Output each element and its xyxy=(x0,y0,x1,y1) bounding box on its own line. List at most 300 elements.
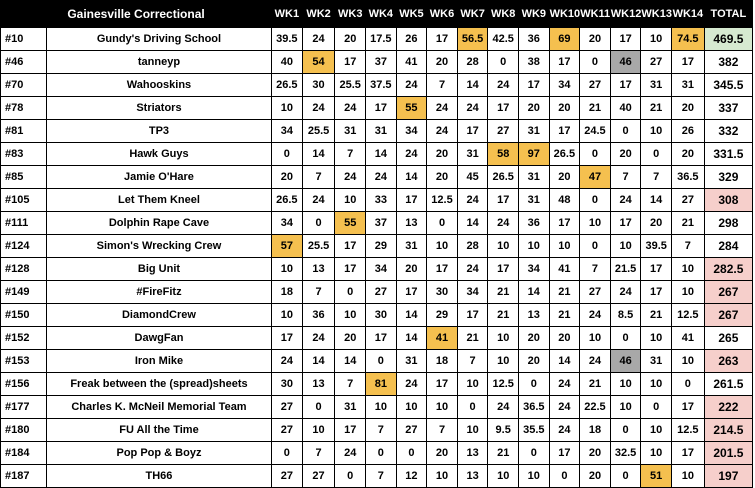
week-score-cell: 10 xyxy=(641,373,672,396)
table-row xyxy=(1,212,753,235)
team-name-cell: Gundy's Driving School xyxy=(46,28,271,51)
week-score-cell: 12.5 xyxy=(671,419,704,442)
week-score-cell: 34 xyxy=(272,212,303,235)
week-score-cell: 18 xyxy=(580,419,611,442)
week-score-cell: 7 xyxy=(302,166,335,189)
week-score-cell: 37 xyxy=(366,212,397,235)
week-score-cell: 0 xyxy=(457,396,488,419)
week-score-cell: 0 xyxy=(580,51,611,74)
week-score-cell: 31 xyxy=(641,74,672,97)
week-score-cell: 10 xyxy=(396,396,427,419)
week-score-cell: 41 xyxy=(427,327,458,350)
week-score-cell: 10 xyxy=(580,212,611,235)
week-score-cell: 17 xyxy=(427,373,458,396)
week-score-cell: 0 xyxy=(641,396,672,419)
week-score-cell: 17 xyxy=(549,120,580,143)
rank-cell: #187 xyxy=(1,465,47,488)
team-name-cell: tanneyp xyxy=(46,51,271,74)
week-score-cell: 74.5 xyxy=(671,28,704,51)
week-score-cell: 20 xyxy=(335,327,366,350)
week-score-cell: 20 xyxy=(519,327,550,350)
total-score-cell: 267 xyxy=(704,304,752,327)
week-score-cell: 24 xyxy=(302,97,335,120)
week-score-cell: 17 xyxy=(610,28,641,51)
team-name-cell: Charles K. McNeil Memorial Team xyxy=(46,396,271,419)
week-score-cell: 10 xyxy=(488,465,519,488)
week-score-cell: 24 xyxy=(335,442,366,465)
week-score-cell: 25.5 xyxy=(302,120,335,143)
week-score-cell: 10 xyxy=(302,419,335,442)
week-score-cell: 7 xyxy=(427,74,458,97)
rank-cell: #85 xyxy=(1,166,47,189)
week-score-cell: 24 xyxy=(580,350,611,373)
week-score-cell: 37 xyxy=(366,51,397,74)
week-score-cell: 10 xyxy=(457,419,488,442)
week-score-cell: 17 xyxy=(671,396,704,419)
week-score-cell: 81 xyxy=(366,373,397,396)
table-row xyxy=(1,327,753,350)
header-wk6: WK6 xyxy=(427,1,458,28)
week-score-cell: 24 xyxy=(549,419,580,442)
week-score-cell: 24 xyxy=(335,166,366,189)
team-name-cell: Pop Pop & Boyz xyxy=(46,442,271,465)
week-score-cell: 27 xyxy=(302,465,335,488)
week-score-cell: 21 xyxy=(580,97,611,120)
week-score-cell: 0 xyxy=(580,235,611,258)
week-score-cell: 17 xyxy=(366,97,397,120)
rank-cell: #81 xyxy=(1,120,47,143)
week-score-cell: 8.5 xyxy=(610,304,641,327)
total-score-cell: 332 xyxy=(704,120,752,143)
week-score-cell: 26.5 xyxy=(549,143,580,166)
week-score-cell: 7 xyxy=(335,373,366,396)
week-score-cell: 13 xyxy=(396,212,427,235)
week-score-cell: 20 xyxy=(580,465,611,488)
team-name-cell: Iron Mike xyxy=(46,350,271,373)
week-score-cell: 25.5 xyxy=(335,74,366,97)
week-score-cell: 21 xyxy=(457,327,488,350)
week-score-cell: 56.5 xyxy=(457,28,488,51)
week-score-cell: 24 xyxy=(549,396,580,419)
week-score-cell: 27 xyxy=(396,419,427,442)
week-score-cell: 31 xyxy=(396,235,427,258)
rank-cell: #83 xyxy=(1,143,47,166)
week-score-cell: 0 xyxy=(302,212,335,235)
week-score-cell: 10 xyxy=(488,235,519,258)
week-score-cell: 0 xyxy=(427,212,458,235)
header-wk4: WK4 xyxy=(366,1,397,28)
week-score-cell: 20 xyxy=(272,166,303,189)
rank-cell: #149 xyxy=(1,281,47,304)
week-score-cell: 36 xyxy=(302,304,335,327)
week-score-cell: 10 xyxy=(641,120,672,143)
week-score-cell: 20 xyxy=(671,143,704,166)
week-score-cell: 24 xyxy=(396,74,427,97)
week-score-cell: 14 xyxy=(519,281,550,304)
table-row xyxy=(1,281,753,304)
week-score-cell: 7 xyxy=(457,350,488,373)
rank-cell: #128 xyxy=(1,258,47,281)
table-row xyxy=(1,189,753,212)
week-score-cell: 34 xyxy=(549,74,580,97)
table-row xyxy=(1,235,753,258)
week-score-cell: 17 xyxy=(549,442,580,465)
week-score-cell: 10 xyxy=(610,396,641,419)
week-score-cell: 14 xyxy=(302,143,335,166)
total-score-cell: 282.5 xyxy=(704,258,752,281)
week-score-cell: 14 xyxy=(366,143,397,166)
week-score-cell: 27 xyxy=(671,189,704,212)
table-row xyxy=(1,51,753,74)
header-wk8: WK8 xyxy=(488,1,519,28)
week-score-cell: 51 xyxy=(641,465,672,488)
week-score-cell: 14 xyxy=(549,350,580,373)
week-score-cell: 17 xyxy=(610,74,641,97)
week-score-cell: 21 xyxy=(488,281,519,304)
week-score-cell: 25.5 xyxy=(302,235,335,258)
week-score-cell: 24 xyxy=(457,189,488,212)
week-score-cell: 20 xyxy=(641,212,672,235)
rank-cell: #150 xyxy=(1,304,47,327)
week-score-cell: 36 xyxy=(519,212,550,235)
week-score-cell: 17 xyxy=(335,419,366,442)
week-score-cell: 30 xyxy=(427,281,458,304)
week-score-cell: 34 xyxy=(457,281,488,304)
week-score-cell: 17 xyxy=(335,235,366,258)
week-score-cell: 31 xyxy=(519,120,550,143)
team-name-cell: Wahooskins xyxy=(46,74,271,97)
week-score-cell: 46 xyxy=(610,51,641,74)
total-score-cell: 261.5 xyxy=(704,373,752,396)
week-score-cell: 0 xyxy=(335,465,366,488)
header-wk13: WK13 xyxy=(641,1,672,28)
week-score-cell: 14 xyxy=(302,350,335,373)
table-row xyxy=(1,28,753,51)
week-score-cell: 97 xyxy=(519,143,550,166)
week-score-cell: 9.5 xyxy=(488,419,519,442)
team-name-cell: Big Unit xyxy=(46,258,271,281)
week-score-cell: 20 xyxy=(610,143,641,166)
team-name-cell: DawgFan xyxy=(46,327,271,350)
week-score-cell: 31 xyxy=(641,350,672,373)
week-score-cell: 31 xyxy=(671,74,704,97)
table-row xyxy=(1,442,753,465)
week-score-cell: 17 xyxy=(488,189,519,212)
team-name-cell: Dolphin Rape Cave xyxy=(46,212,271,235)
week-score-cell: 0 xyxy=(396,442,427,465)
week-score-cell: 24.5 xyxy=(580,120,611,143)
week-score-cell: 55 xyxy=(335,212,366,235)
week-score-cell: 13 xyxy=(302,373,335,396)
week-score-cell: 0 xyxy=(335,281,366,304)
week-score-cell: 36.5 xyxy=(671,166,704,189)
week-score-cell: 10 xyxy=(671,258,704,281)
total-score-cell: 298 xyxy=(704,212,752,235)
week-score-cell: 30 xyxy=(272,373,303,396)
week-score-cell: 13 xyxy=(457,442,488,465)
week-score-cell: 24 xyxy=(610,189,641,212)
week-score-cell: 0 xyxy=(580,143,611,166)
week-score-cell: 13 xyxy=(302,258,335,281)
week-score-cell: 28 xyxy=(457,51,488,74)
week-score-cell: 20 xyxy=(427,51,458,74)
week-score-cell: 17 xyxy=(272,327,303,350)
week-score-cell: 10 xyxy=(272,97,303,120)
week-score-cell: 17 xyxy=(519,74,550,97)
total-score-cell: 222 xyxy=(704,396,752,419)
rank-cell: #111 xyxy=(1,212,47,235)
table-title: Gainesville Correctional xyxy=(1,1,272,28)
week-score-cell: 21 xyxy=(549,304,580,327)
week-score-cell: 10 xyxy=(610,235,641,258)
week-score-cell: 40 xyxy=(272,51,303,74)
week-score-cell: 7 xyxy=(641,166,672,189)
week-score-cell: 40 xyxy=(610,97,641,120)
week-score-cell: 0 xyxy=(580,189,611,212)
total-score-cell: 308 xyxy=(704,189,752,212)
week-score-cell: 0 xyxy=(610,419,641,442)
week-score-cell: 31 xyxy=(335,120,366,143)
week-score-cell: 0 xyxy=(610,120,641,143)
week-score-cell: 24 xyxy=(488,212,519,235)
week-score-cell: 27 xyxy=(488,120,519,143)
week-score-cell: 20 xyxy=(519,350,550,373)
week-score-cell: 10 xyxy=(335,189,366,212)
week-score-cell: 17 xyxy=(366,327,397,350)
week-score-cell: 17 xyxy=(641,281,672,304)
week-score-cell: 17 xyxy=(610,212,641,235)
header-wk10: WK10 xyxy=(549,1,580,28)
table-row xyxy=(1,258,753,281)
week-score-cell: 35.5 xyxy=(519,419,550,442)
week-score-cell: 20 xyxy=(427,143,458,166)
week-score-cell: 20 xyxy=(549,97,580,120)
week-score-cell: 0 xyxy=(641,143,672,166)
table-row xyxy=(1,166,753,189)
week-score-cell: 20 xyxy=(519,97,550,120)
week-score-cell: 46 xyxy=(610,350,641,373)
week-score-cell: 26.5 xyxy=(488,166,519,189)
team-name-cell: Jamie O'Hare xyxy=(46,166,271,189)
week-score-cell: 24 xyxy=(396,373,427,396)
week-score-cell: 10 xyxy=(671,281,704,304)
week-score-cell: 7 xyxy=(366,419,397,442)
total-score-cell: 329 xyxy=(704,166,752,189)
total-score-cell: 265 xyxy=(704,327,752,350)
table-row xyxy=(1,97,753,120)
week-score-cell: 20 xyxy=(580,28,611,51)
week-score-cell: 26 xyxy=(671,120,704,143)
week-score-cell: 10 xyxy=(641,28,672,51)
week-score-cell: 20 xyxy=(335,28,366,51)
week-score-cell: 14 xyxy=(396,327,427,350)
week-score-cell: 24 xyxy=(302,327,335,350)
week-score-cell: 18 xyxy=(272,281,303,304)
week-score-cell: 17.5 xyxy=(366,28,397,51)
week-score-cell: 31 xyxy=(335,396,366,419)
week-score-cell: 27 xyxy=(272,396,303,419)
table-row xyxy=(1,350,753,373)
week-score-cell: 14 xyxy=(396,304,427,327)
week-score-cell: 69 xyxy=(549,28,580,51)
week-score-cell: 0 xyxy=(519,442,550,465)
week-score-cell: 14 xyxy=(457,74,488,97)
week-score-cell: 12.5 xyxy=(427,189,458,212)
week-score-cell: 34 xyxy=(272,120,303,143)
team-name-cell: Let Them Kneel xyxy=(46,189,271,212)
header-wk14: WK14 xyxy=(671,1,704,28)
total-score-cell: 201.5 xyxy=(704,442,752,465)
week-score-cell: 12.5 xyxy=(671,304,704,327)
week-score-cell: 20 xyxy=(580,442,611,465)
week-score-cell: 31 xyxy=(519,166,550,189)
week-score-cell: 28 xyxy=(457,235,488,258)
week-score-cell: 10 xyxy=(457,373,488,396)
week-score-cell: 24 xyxy=(457,97,488,120)
total-score-cell: 469.5 xyxy=(704,28,752,51)
week-score-cell: 24 xyxy=(610,281,641,304)
team-name-cell: DiamondCrew xyxy=(46,304,271,327)
week-score-cell: 17 xyxy=(335,51,366,74)
rank-cell: #10 xyxy=(1,28,47,51)
week-score-cell: 17 xyxy=(549,212,580,235)
week-score-cell: 24 xyxy=(335,97,366,120)
week-score-cell: 22.5 xyxy=(580,396,611,419)
week-score-cell: 0 xyxy=(302,396,335,419)
week-score-cell: 24 xyxy=(272,350,303,373)
week-score-cell: 31 xyxy=(396,350,427,373)
rank-cell: #177 xyxy=(1,396,47,419)
header-wk1: WK1 xyxy=(272,1,303,28)
week-score-cell: 36.5 xyxy=(519,396,550,419)
week-score-cell: 24 xyxy=(366,166,397,189)
week-score-cell: 10 xyxy=(519,235,550,258)
week-score-cell: 7 xyxy=(335,143,366,166)
week-score-cell: 7 xyxy=(302,281,335,304)
week-score-cell: 17 xyxy=(641,258,672,281)
week-score-cell: 39.5 xyxy=(272,28,303,51)
week-score-cell: 27 xyxy=(580,281,611,304)
week-score-cell: 10 xyxy=(488,327,519,350)
week-score-cell: 24 xyxy=(488,74,519,97)
week-score-cell: 17 xyxy=(427,258,458,281)
week-score-cell: 29 xyxy=(427,304,458,327)
week-score-cell: 7 xyxy=(427,419,458,442)
week-score-cell: 24 xyxy=(549,373,580,396)
rank-cell: #184 xyxy=(1,442,47,465)
table-row xyxy=(1,120,753,143)
week-score-cell: 27 xyxy=(272,419,303,442)
rank-cell: #152 xyxy=(1,327,47,350)
rank-cell: #180 xyxy=(1,419,47,442)
week-score-cell: 34 xyxy=(366,258,397,281)
week-score-cell: 7 xyxy=(610,166,641,189)
header-wk3: WK3 xyxy=(335,1,366,28)
team-name-cell: Hawk Guys xyxy=(46,143,271,166)
week-score-cell: 17 xyxy=(549,51,580,74)
week-score-cell: 58 xyxy=(488,143,519,166)
week-score-cell: 21 xyxy=(488,442,519,465)
week-score-cell: 17 xyxy=(671,442,704,465)
week-score-cell: 21 xyxy=(641,97,672,120)
week-score-cell: 10 xyxy=(519,465,550,488)
week-score-cell: 55 xyxy=(396,97,427,120)
week-score-cell: 0 xyxy=(366,350,397,373)
table-row xyxy=(1,143,753,166)
week-score-cell: 37.5 xyxy=(366,74,397,97)
week-score-cell: 20 xyxy=(549,327,580,350)
week-score-cell: 33 xyxy=(366,189,397,212)
week-score-cell: 10 xyxy=(549,235,580,258)
week-score-cell: 10 xyxy=(427,465,458,488)
total-score-cell: 382 xyxy=(704,51,752,74)
header-wk12: WK12 xyxy=(610,1,641,28)
week-score-cell: 29 xyxy=(366,235,397,258)
week-score-cell: 36 xyxy=(519,28,550,51)
week-score-cell: 41 xyxy=(396,51,427,74)
week-score-cell: 17 xyxy=(335,258,366,281)
week-score-cell: 54 xyxy=(302,51,335,74)
week-score-cell: 10 xyxy=(272,258,303,281)
week-score-cell: 0 xyxy=(549,465,580,488)
week-score-cell: 0 xyxy=(366,442,397,465)
week-score-cell: 13 xyxy=(457,465,488,488)
header-wk2: WK2 xyxy=(302,1,335,28)
week-score-cell: 18 xyxy=(427,350,458,373)
team-name-cell: #FireFitz xyxy=(46,281,271,304)
week-score-cell: 21 xyxy=(488,304,519,327)
week-score-cell: 13 xyxy=(519,304,550,327)
table-row xyxy=(1,373,753,396)
week-score-cell: 0 xyxy=(610,327,641,350)
total-score-cell: 267 xyxy=(704,281,752,304)
week-score-cell: 26 xyxy=(396,28,427,51)
total-score-cell: 214.5 xyxy=(704,419,752,442)
week-score-cell: 14 xyxy=(396,166,427,189)
week-score-cell: 10 xyxy=(610,373,641,396)
week-score-cell: 21 xyxy=(641,304,672,327)
week-score-cell: 7 xyxy=(302,442,335,465)
week-score-cell: 30 xyxy=(366,304,397,327)
week-score-cell: 34 xyxy=(519,258,550,281)
week-score-cell: 24 xyxy=(427,120,458,143)
week-score-cell: 27 xyxy=(272,465,303,488)
week-score-cell: 17 xyxy=(427,28,458,51)
week-score-cell: 20 xyxy=(427,166,458,189)
week-score-cell: 27 xyxy=(641,51,672,74)
week-score-cell: 31 xyxy=(457,143,488,166)
week-score-cell: 48 xyxy=(549,189,580,212)
week-score-cell: 27 xyxy=(366,281,397,304)
week-score-cell: 10 xyxy=(641,419,672,442)
week-score-cell: 10 xyxy=(272,304,303,327)
total-score-cell: 284 xyxy=(704,235,752,258)
week-score-cell: 17 xyxy=(457,304,488,327)
week-score-cell: 0 xyxy=(272,143,303,166)
week-score-cell: 7 xyxy=(580,258,611,281)
week-score-cell: 20 xyxy=(671,97,704,120)
week-score-cell: 32.5 xyxy=(610,442,641,465)
week-score-cell: 24 xyxy=(580,304,611,327)
table-row xyxy=(1,396,753,419)
week-score-cell: 24 xyxy=(427,97,458,120)
week-score-cell: 10 xyxy=(427,396,458,419)
week-score-cell: 10 xyxy=(671,350,704,373)
week-score-cell: 26.5 xyxy=(272,74,303,97)
week-score-cell: 21.5 xyxy=(610,258,641,281)
table-row xyxy=(1,419,753,442)
week-score-cell: 21 xyxy=(549,281,580,304)
